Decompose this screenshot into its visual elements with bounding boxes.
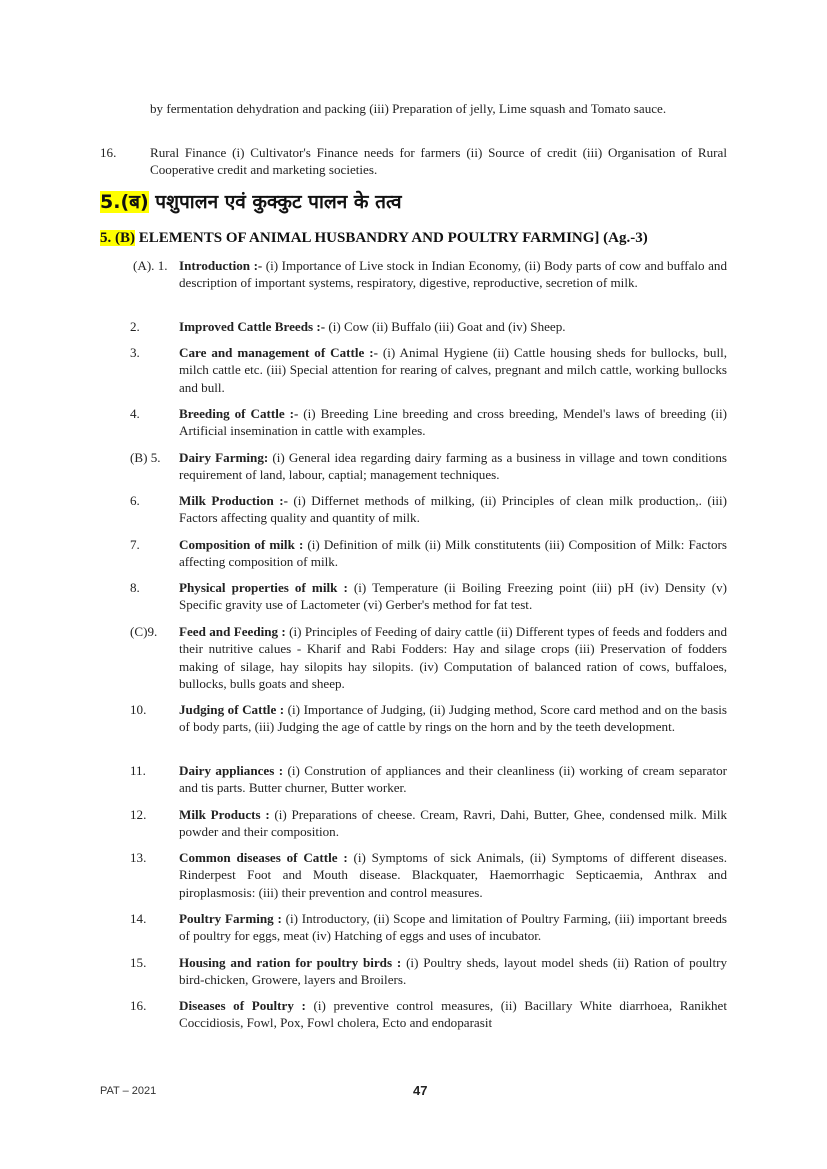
item-label: Composition of milk : xyxy=(179,537,304,552)
item-description: (i) Preparations of cheese. Cream, Ravri, Dahi, Butter, Ghee, condensed milk. Milk powder and their composition. xyxy=(179,807,728,840)
item-label: Milk Products : xyxy=(179,807,270,822)
item-label: Physical properties of milk : xyxy=(179,580,348,595)
item-text xyxy=(179,405,727,440)
item-text xyxy=(179,536,727,571)
item-number: 7. xyxy=(130,537,140,552)
item-text xyxy=(179,257,727,292)
item-label: Improved Cattle Breeds :- xyxy=(179,319,326,334)
item-text xyxy=(179,954,727,989)
item-number: 16. xyxy=(100,145,117,160)
item-label: Care and management of Cattle :- xyxy=(179,345,378,360)
item-label: Dairy Farming: xyxy=(179,450,269,465)
item-number: 10. xyxy=(130,702,147,717)
item-description: (i) Symptoms of sick Animals, (ii) Symptoms of different diseases. Rinderpest Foot and Mouth disease. Blackquater, Haemorrhagic Septicaemia, Anthrax and piroplasmosis: (iii) their prevention and control measures. xyxy=(179,850,727,900)
item-text xyxy=(179,701,727,736)
item-text xyxy=(179,762,727,797)
item-number: (B) 5. xyxy=(130,450,161,465)
item-text: Rural Finance (i) Cultivator's Finance needs for farmers (ii) Source of credit (iii) Organisation of Rural Cooperative credit and marketing societies. xyxy=(150,145,727,178)
item-text xyxy=(179,849,727,901)
item-description: (i) Introductory, (ii) Scope and limitation of Poultry Farming, (iii) important breeds of poultry for eggs, meat (iv) Hatching of eggs and uses of incubator. xyxy=(179,911,727,944)
item-number: (A). 1. xyxy=(133,258,168,273)
footer-label: PAT – 2021 xyxy=(100,1085,157,1097)
item-label: Housing and ration for poultry birds : xyxy=(179,955,402,970)
item-label: Milk Production :- xyxy=(179,493,288,508)
item-number: (C)9. xyxy=(130,624,158,639)
section-title-english: ELEMENTS OF ANIMAL HUSBANDRY AND POULTRY FARMING] (Ag.-3) xyxy=(135,230,648,246)
item-number: 16. xyxy=(130,998,147,1013)
item-description: (i) preventive control measures, (ii) Bacillary White diarrhoea, Ranikhet Coccidiosis, Fowl, Pox, Fowl cholera, Ecto and endoparasit xyxy=(179,998,727,1031)
item-description: (i) Differnet methods of milking, (ii) Principles of clean milk production,. (iii) Factors affecting quality and quantity of milk. xyxy=(179,493,727,526)
item-text xyxy=(179,623,727,693)
item-text xyxy=(179,579,727,614)
item-description: (i) Constrution of appliances and their cleanliness (ii) working of cream separator and tis parts. Butter churner, Butter worker. xyxy=(179,763,727,796)
item-number: 14. xyxy=(130,911,147,926)
item-text xyxy=(179,449,727,484)
item-number: 8. xyxy=(130,580,140,595)
item-number: 12. xyxy=(130,807,147,822)
item-number: 15. xyxy=(130,955,147,970)
item-text xyxy=(179,910,727,945)
item-description: (i) Cow (ii) Buffalo (iii) Goat and (iv) Sheep. xyxy=(325,319,566,334)
item-description: (i) Definition of milk (ii) Milk constitutents (iii) Composition of Milk: Factors affecting composition of milk. xyxy=(179,537,727,570)
item-label: Poultry Farming : xyxy=(179,911,282,926)
item-description: (i) Principles of Feeding of dairy cattle (ii) Different types of feeds and fodders and their nutritive calues - Kharif and Rabi Fodders: Hay and silage crops (iii) Preservation of fodders making of silage, hay silopits hay silopits. (iv) Computation of balanced ration of cows, buffaloes, bullocks, bulls goats and sheep. xyxy=(179,624,727,692)
item-text xyxy=(179,492,727,527)
continued-paragraph: by fermentation dehydration and packing (iii) Preparation of jelly, Lime squash and Tomato sauce. xyxy=(150,101,667,116)
item-description: (i) Importance of Live stock in Indian Economy, (ii) Body parts of cow and buffalo and description of important systems, respiratory, digestive, reproductive, secretion of milk. xyxy=(179,258,728,291)
item-description: (i) General idea regarding dairy farming as a business in village and town conditions requirement of land, labour, captial; management techniques. xyxy=(179,450,727,483)
item-label: Breeding of Cattle :- xyxy=(179,406,299,421)
item-label: Common diseases of Cattle : xyxy=(179,850,348,865)
item-text xyxy=(179,318,727,335)
section-heading-english xyxy=(100,230,648,247)
item-description: (i) Animal Hygiene (ii) Cattle housing sheds for bullocks, bull, milch cattle etc. (iii) Special attention for rearing of calves, pregnant and milch cattle, working bullocks and bull. xyxy=(179,345,727,395)
item-label: Feed and Feeding : xyxy=(179,624,286,639)
item-description: (i) Temperature (ii Boiling Freezing point (iii) pH (iv) Density (v) Specific gravity use of Lactometer (vi) Gerber's method for fat test. xyxy=(179,580,727,613)
item-description: (i) Importance of Judging, (ii) Judging method, Score card method and on the basis of body parts, (iii) Judging the age of cattle by rings on the horn and by the teeth development. xyxy=(179,702,727,735)
item-text xyxy=(179,344,727,396)
item-label: Dairy appliances : xyxy=(179,763,284,778)
page-number: 47 xyxy=(413,1083,428,1098)
item-label: Judging of Cattle : xyxy=(179,702,285,717)
item-number: 2. xyxy=(130,319,140,334)
item-number: 3. xyxy=(130,345,140,360)
item-text xyxy=(179,806,727,841)
section-heading-hindi xyxy=(100,188,402,214)
item-label: Diseases of Poultry : xyxy=(179,998,306,1013)
item-label: Introduction :- xyxy=(179,258,263,273)
item-description: (i) Poultry sheds, layout model sheds (ii) Ration of poultry bird-chicken, Growere, layers and Broilers. xyxy=(179,955,727,988)
item-number: 13. xyxy=(130,850,147,865)
item-number: 4. xyxy=(130,406,140,421)
item-text xyxy=(179,997,727,1032)
section-number-hindi: 5.(ब) xyxy=(100,191,149,213)
item-number: 6. xyxy=(130,493,140,508)
section-title-hindi: पशुपालन एवं कुक्कुट पालन के तत्व xyxy=(148,191,402,213)
item-number: 11. xyxy=(130,763,146,778)
item-description: (i) Breeding Line breeding and cross breeding, Mendel's laws of breeding (ii) Artificial insemination in cattle with examples. xyxy=(179,406,727,439)
section-number-english: 5. (B) xyxy=(100,230,135,246)
